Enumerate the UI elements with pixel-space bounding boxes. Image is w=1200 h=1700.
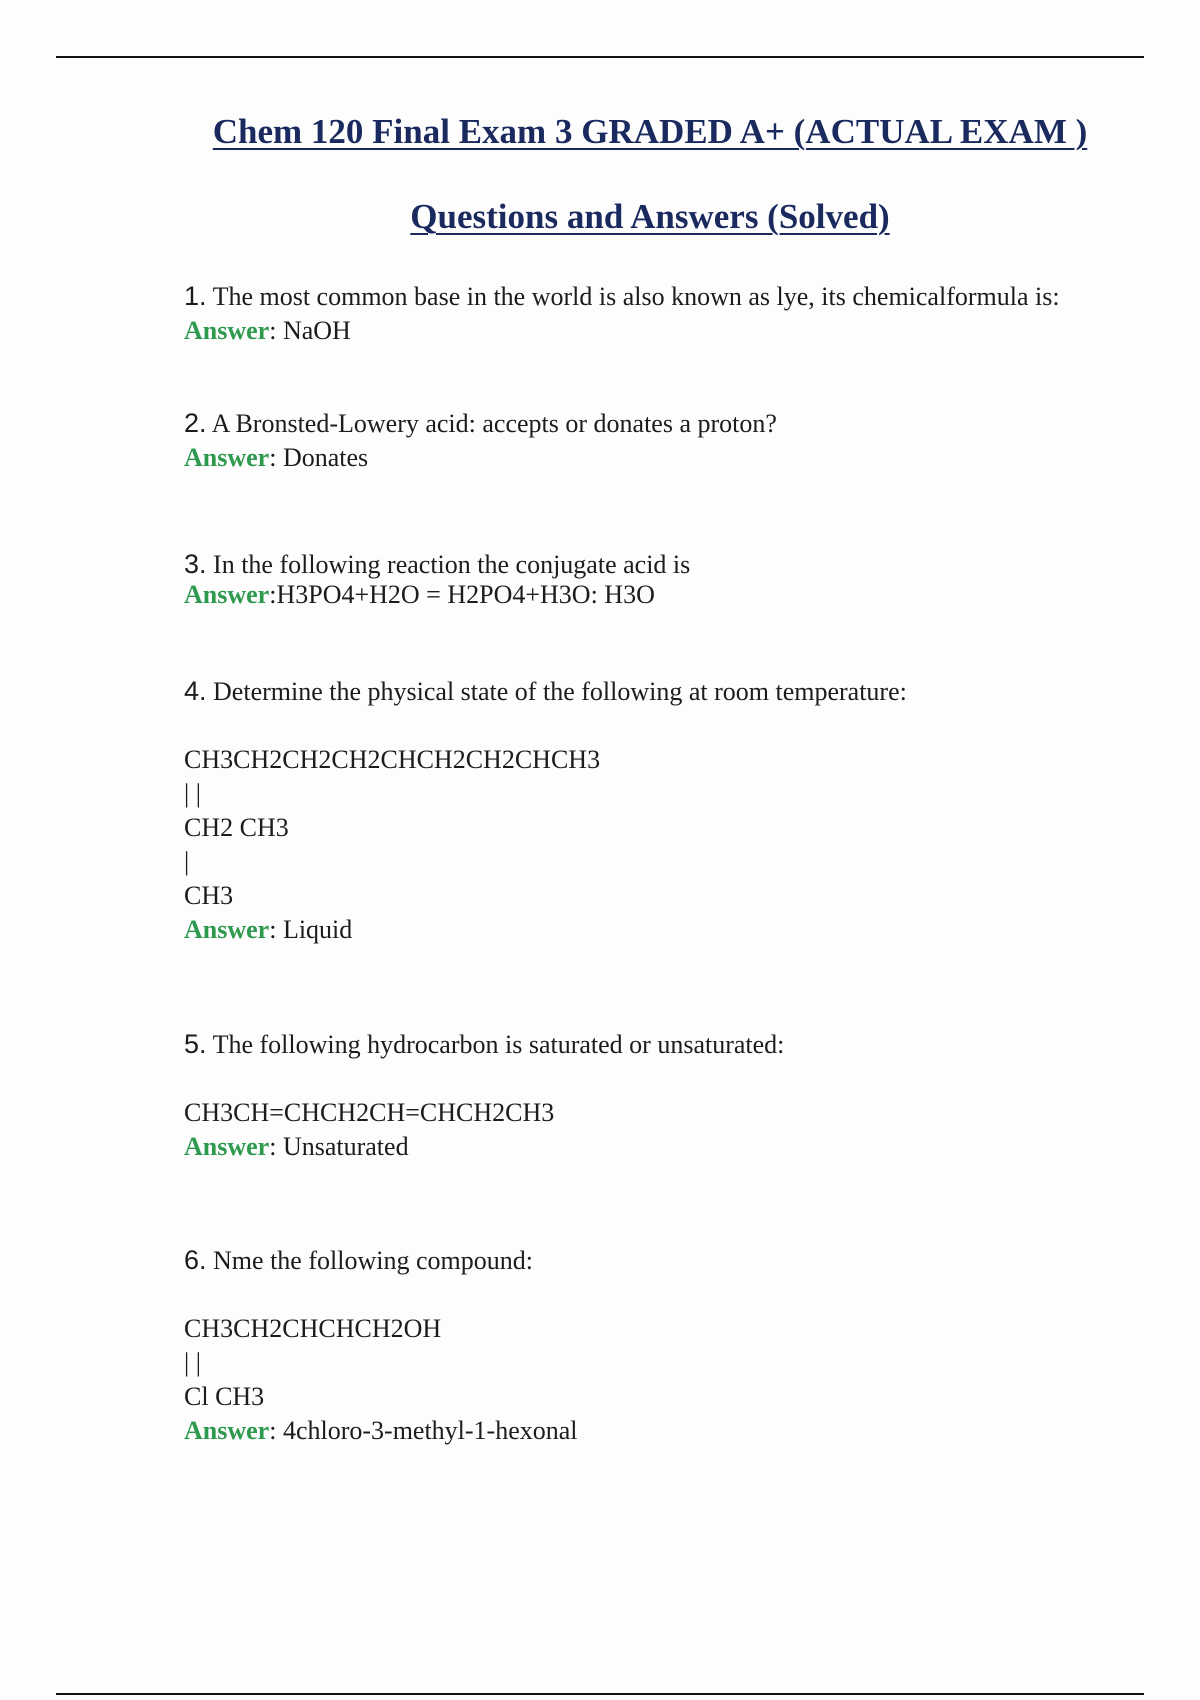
question-text: 4. Determine the physical state of the following at room temperature: [184, 676, 907, 706]
structure-line: | [184, 847, 190, 876]
question-text: 5. The following hydrocarbon is saturated or unsaturated: [184, 1029, 785, 1059]
structure-line: CH3CH2CH2CH2CHCH2CH2CHCH3 [184, 745, 601, 774]
document-title: Chem 120 Final Exam 3 GRADED A+ (ACTUAL EXAM ) [212, 112, 1088, 151]
document-subtitle: Questions and Answers (Solved) [410, 197, 890, 236]
question-6 [184, 1243, 1144, 1448]
question-text: 2. A Bronsted-Lowery acid: accepts or donates a proton? [184, 408, 777, 438]
structure-line: | | [184, 779, 201, 808]
question-text: 1. The most common base in the world is also known as lye, its chemicalformula is: [184, 281, 1060, 311]
structure-line: Cl CH3 [184, 1382, 265, 1411]
answer-line: Answer: Donates [184, 443, 369, 472]
answer-line: Answer: NaOH [184, 316, 351, 345]
answer-line: Answer:H3PO4+H2O = H2PO4+H3O: H3O [184, 580, 655, 609]
bottom-rule [56, 1693, 1144, 1695]
question-1 [184, 279, 1144, 348]
answer-line: Answer: 4chloro-3-methyl-1-hexonal [184, 1416, 578, 1445]
question-5 [184, 1027, 1144, 1164]
question-text: 6. Nme the following compound: [184, 1245, 533, 1275]
question-2 [184, 406, 1144, 475]
answer-line: Answer: Liquid [184, 915, 353, 944]
structure-line: CH3 [184, 881, 234, 910]
top-rule [56, 56, 1144, 58]
structure-line: CH2 CH3 [184, 813, 289, 842]
question-4 [184, 674, 1144, 947]
answer-line: Answer: Unsaturated [184, 1132, 409, 1161]
structure-line: CH3CH=CHCH2CH=CHCH2CH3 [184, 1098, 555, 1127]
structure-line: | | [184, 1348, 201, 1377]
structure-line: CH3CH2CHCHCH2OH [184, 1314, 442, 1343]
question-3 [184, 547, 1144, 612]
question-text: 3. In the following reaction the conjugate acid is [184, 549, 691, 579]
